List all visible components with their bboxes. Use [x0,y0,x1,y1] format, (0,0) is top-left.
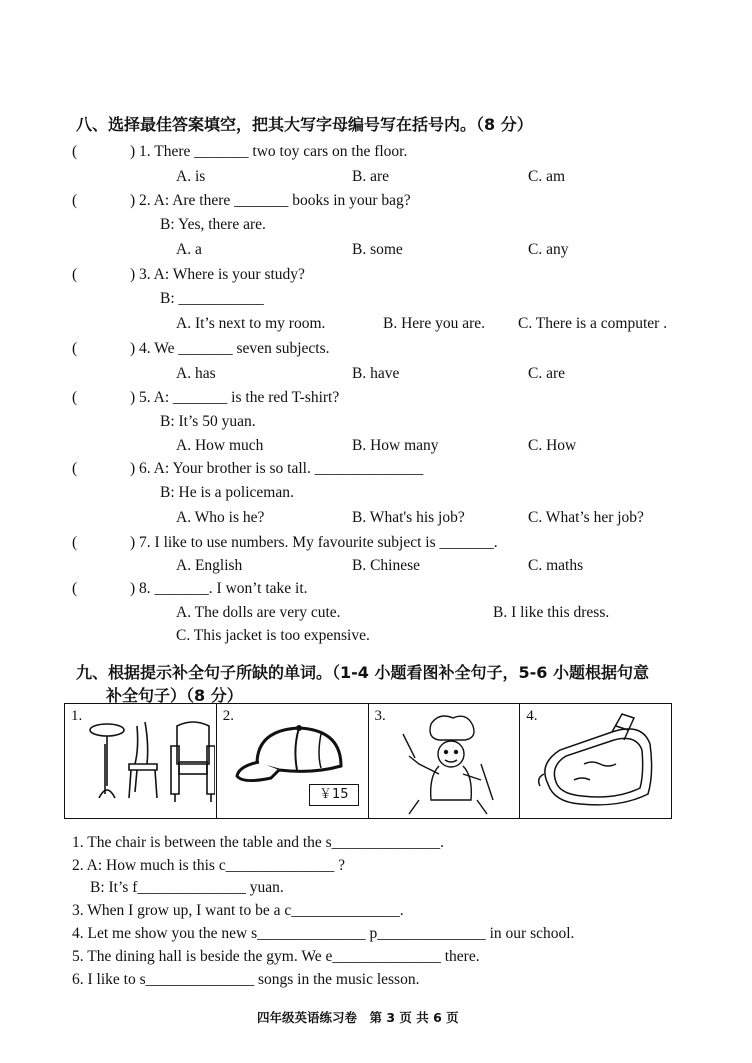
q8-option-b: B. I like this dress. [493,604,610,621]
question-6-line2: B: He is a policeman. [160,484,294,501]
q3-option-a: A. It’s next to my room. [176,315,326,332]
q3-option-b: B. Here you are. [383,315,485,332]
picture-number: 4. [526,708,538,724]
q1-option-a: A. is [176,168,206,185]
fill-sentence-2: 2. A: How much is this c______________ ? [72,857,345,874]
section-8-title: 八、选择最佳答案填空，把其大写字母编号写在括号内。（8 分） [76,115,533,134]
q5-option-c: C. How [528,437,577,454]
picture-number: 1. [71,708,83,724]
q1-option-c: C. am [528,168,566,185]
picture-cell-3 [369,704,521,818]
answer-bracket: ( [72,266,78,283]
q7-option-c: C. maths [528,557,584,574]
q7-option-b: B. Chinese [352,557,421,574]
q6-option-c: C. What’s her job? [528,509,644,526]
fill-sentence-2b: B: It’s f______________ yuan. [90,879,284,896]
picture-cell-2 [217,704,369,818]
fill-sentence-3: 3. When I grow up, I want to be a c______________. [72,902,404,919]
answer-bracket: ( [72,192,78,209]
page-footer: 四年级英语练习卷 第 3 页 共 6 页 [257,1010,459,1025]
q8-option-a: A. The dolls are very cute. [176,604,341,621]
question-2-stem: ) 2. A: Are there _______ books in your bag? [130,192,411,209]
question-8-stem: ) 8. _______. I won’t take it. [130,580,308,597]
question-5-stem: ) 5. A: _______ is the red T-shirt? [130,389,340,406]
fill-sentence-6: 6. I like to s______________ songs in the music lesson. [72,971,420,988]
q1-option-b: B. are [352,168,390,185]
question-3-stem: ) 3. A: Where is your study? [130,266,305,283]
answer-bracket: ( [72,340,78,357]
question-6-stem: ) 6. A: Your brother is so tall. ______________ [130,460,424,477]
section-9-title-line2: 补全句子）（8 分） [106,686,243,705]
section-9-title: 九、根据提示补全句子所缺的单词。（1-4 小题看图补全句子，5-6 小题根据句意 [76,663,649,682]
question-1-stem: ) 1. There _______ two toy cars on the floor. [130,143,408,160]
picture-number: 2. [222,708,234,724]
question-3-line2: B: ___________ [160,290,264,307]
q2-option-a: A. a [176,241,202,258]
fill-sentence-1: 1. The chair is between the table and the s______________. [72,834,445,851]
swimming-pool-icon [520,704,670,818]
q2-option-c: C. any [528,241,569,258]
answer-bracket: ( [72,389,78,406]
question-2-line2: B: Yes, there are. [160,216,266,233]
question-4-stem: ) 4. We _______ seven subjects. [130,340,330,357]
q5-option-a: A. How much [176,437,264,454]
picture-cell-4 [520,704,671,818]
question-7-stem: ) 7. I like to use numbers. My favourite subject is _______. [130,534,498,551]
q2-option-b: B. some [352,241,403,258]
answer-bracket: ( [72,534,78,551]
answer-bracket: ( [72,460,78,477]
q4-option-b: B. have [352,365,400,382]
q6-option-b: B. What's his job? [352,509,465,526]
picture-cell-1 [65,704,217,818]
q7-option-a: A. English [176,557,243,574]
answer-bracket: ( [72,143,78,160]
question-5-line2: B: It’s 50 yuan. [160,413,256,430]
q8-option-c: C. This jacket is too expensive. [176,627,370,644]
fill-sentence-5: 5. The dining hall is beside the gym. We e______________ there. [72,948,480,965]
answer-bracket: ( [72,580,78,597]
price-tag: ￥15 [309,784,359,806]
q4-option-a: A. has [176,365,216,382]
q5-option-b: B. How many [352,437,439,454]
q6-option-a: A. Who is he? [176,509,265,526]
chef-icon [369,704,519,818]
fill-sentence-4: 4. Let me show you the new s______________ p______________ in our school. [72,925,575,942]
table-chair-armchair-icon [65,704,215,818]
picture-number: 3. [374,708,386,724]
q4-option-c: C. are [528,365,566,382]
q3-option-c: C. There is a computer . [518,315,668,332]
picture-table [64,703,672,819]
